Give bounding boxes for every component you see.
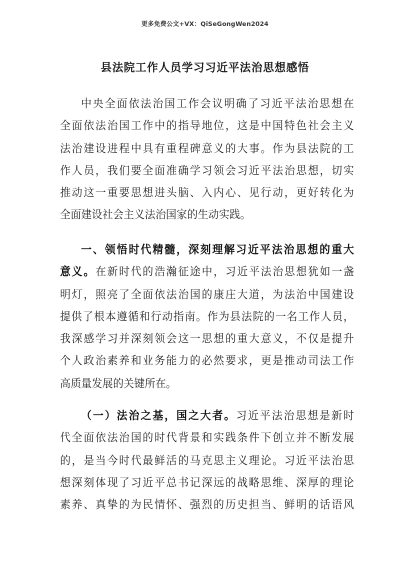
text-line: 提供了根本遵循和行动指南。作为县法院的一名工作人员，: [60, 310, 354, 323]
text-line: 中央全面依法治国工作会议明确了习近平法治思想在: [81, 98, 354, 110]
text-line: 推动这一重要思想进头脑、入内心、见行动，更好转化为: [60, 187, 354, 200]
subsection-paragraph: [60, 405, 354, 516]
text-line: 作人员，我们要全面准确学习领会习近平法治思想，切实: [60, 164, 354, 177]
text-line: [60, 261, 354, 283]
text-line: 的，是当今时代最鲜活的马克思主义理论。习近平法治思: [60, 454, 354, 467]
text-line: 个人政治素养和业务能力的必然要求，更是推动司法工作: [60, 355, 354, 368]
text-line: 全面建设社会主义法治国家的生动实践。: [60, 209, 251, 222]
text-line: 明灯，照亮了全面依法治国的康庄大道，为法治中国建设: [60, 288, 354, 301]
header-watermark: 更多免费公文+VX：QiSeGongWen2024: [141, 21, 269, 28]
document-title: 县法院工作人员学习习近平法治思想感悟: [100, 61, 310, 74]
section-heading: 一、领悟时代精髓，深刻理解习近平法治思想的重大: [81, 244, 354, 256]
text-line: [60, 405, 354, 427]
subsection-heading: （一）法治之基，国之大者。: [81, 410, 237, 422]
text-line: 素养、真挚的为民情怀、强烈的历史担当、鲜明的话语风: [60, 499, 354, 512]
section-heading-end: 意义。: [60, 266, 96, 279]
text-line: 我深感学习并深刻领会这一思想的重大意义，不仅是提升: [60, 333, 354, 346]
text-line: 高质量发展的关键所在。: [60, 377, 177, 390]
section-one-paragraph: [60, 239, 354, 395]
text-fragment: 在新时代的浩瀚征途中，习近平法治思想犹如一盏: [95, 266, 354, 279]
text-line: 全面依法治国工作中的指导地位，这是中国特色社会主义: [60, 120, 354, 133]
text-fragment: 习近平法治思想是新时: [236, 410, 354, 422]
text-line: 想深刻体现了习近平总书记深远的战略思维、深厚的理论: [60, 476, 354, 489]
intro-paragraph: [60, 93, 354, 227]
text-line: 代全面依法治国的时代背景和实践条件下创立并不断发展: [60, 432, 354, 445]
text-line: 法治建设进程中具有重程碑意义的大事。作为县法院的工: [60, 142, 354, 155]
